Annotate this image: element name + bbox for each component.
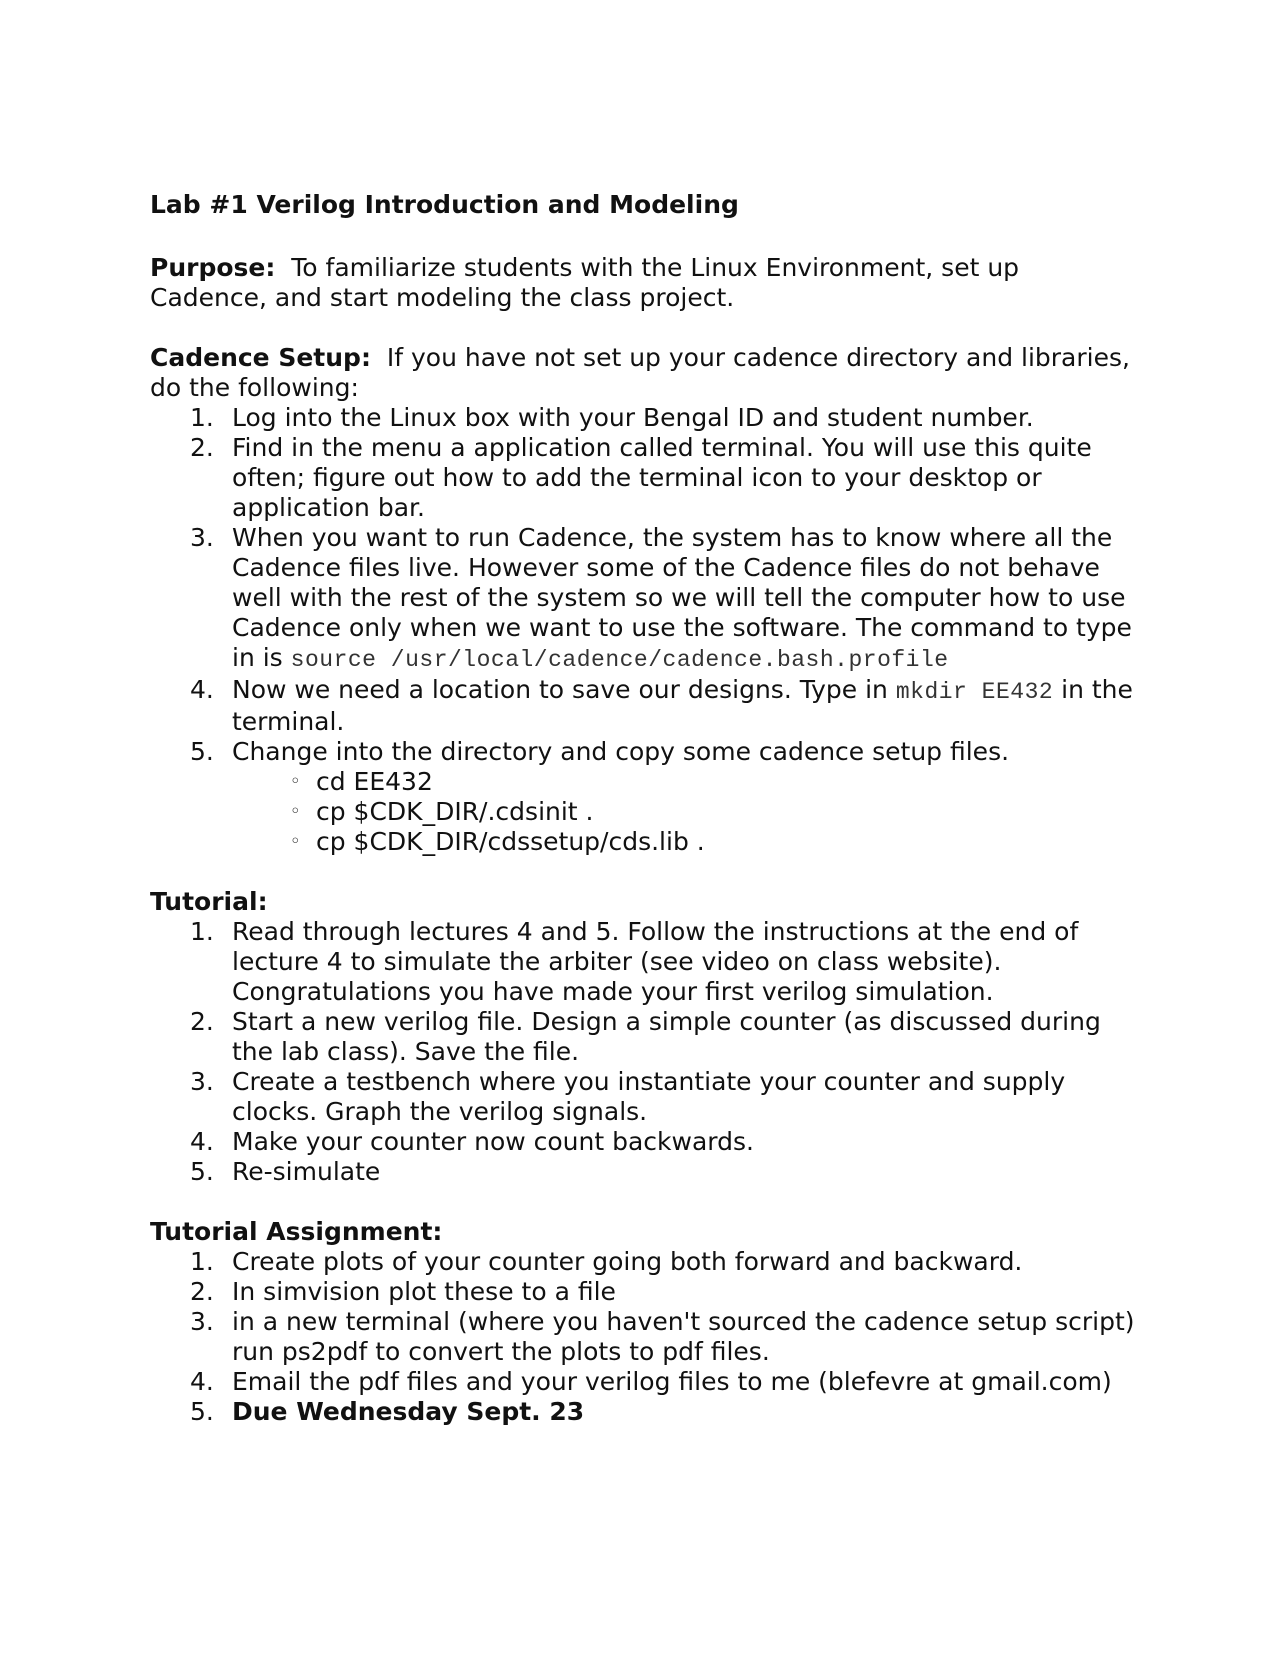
list-item: 3. in a new terminal (where you haven't sourced the cadence setup script) run ps2pdf to convert the plots to pdf files. (190, 1307, 1135, 1366)
list-item: 3. When you want to run Cadence, the system has to know where all the Cadence files live. However some of the Cadence files do not behave well with the rest of the system so we will tell the computer how to use Cadence only when we want to use the software. The command to type in is source /usr/local/cadence/cadence.bash.profile (190, 523, 1132, 673)
list-item: ◦ cp $CDK_DIR/.cdsinit . (290, 797, 594, 826)
list-item: 1. Create plots of your counter going both forward and backward. (190, 1247, 1023, 1276)
assignment-list (150, 1247, 1140, 1427)
setup-paragraph (150, 343, 1140, 403)
list-item: 5. Due Wednesday Sept. 23 (190, 1397, 585, 1426)
list-item: 2. Start a new verilog file. Design a simple counter (as discussed during the lab class). Save the file. (190, 1007, 1101, 1066)
list-item: ◦ cd EE432 (290, 767, 433, 796)
bullet-icon: ◦ (290, 831, 301, 852)
setup-label: Cadence Setup: (150, 343, 371, 372)
purpose-paragraph (150, 253, 1140, 313)
list-item: 1. Log into the Linux box with your Bengal ID and student number. (190, 403, 1034, 432)
setup-commands-list (150, 767, 1140, 857)
setup-list (150, 403, 1140, 767)
tutorial-heading: Tutorial: (150, 887, 268, 916)
list-item: 3. Create a testbench where you instantiate your counter and supply clocks. Graph the verilog signals. (190, 1067, 1066, 1126)
list-item: 2. In simvision plot these to a file (190, 1277, 616, 1306)
assignment-heading: Tutorial Assignment: (150, 1217, 443, 1246)
document-title: Lab #1 Verilog Introduction and Modeling (150, 190, 739, 219)
list-item: 1. Read through lectures 4 and 5. Follow the instructions at the end of lecture 4 to simulate the arbiter (see video on class website). Congratulations you have made your first verilog simulation. (190, 917, 1079, 1006)
list-item: 4. Make your counter now count backwards. (190, 1127, 754, 1156)
list-item: 4. Email the pdf files and your verilog files to me (blefevre at gmail.com) (190, 1367, 1112, 1396)
bullet-icon: ◦ (290, 771, 301, 792)
due-date: Due Wednesday Sept. 23 (232, 1397, 585, 1426)
purpose-label: Purpose: (150, 253, 276, 282)
document-page (150, 190, 1140, 1427)
list-item: 4. Now we need a location to save our designs. Type in mkdir EE432 in the terminal. (190, 675, 1133, 736)
purpose-text: To familiarize students with the Linux Environment, set up Cadence, and start modeling the class project. (150, 253, 1020, 312)
mkdir-command: mkdir EE432 (895, 679, 1054, 705)
source-command: source /usr/local/cadence/cadence.bash.profile (290, 647, 949, 673)
setup-intro: If you have not set up your cadence directory and libraries, do the following: (150, 343, 1130, 402)
list-item: 5. Change into the directory and copy some cadence setup files. (190, 737, 1010, 766)
list-item: ◦ cp $CDK_DIR/cdssetup/cds.lib . (290, 827, 705, 856)
list-item: 2. Find in the menu a application called terminal. You will use this quite often; figure out how to add the terminal icon to your desktop or application bar. (190, 433, 1092, 522)
list-item: 5. Re-simulate (190, 1157, 381, 1186)
bullet-icon: ◦ (290, 801, 301, 822)
tutorial-list (150, 917, 1140, 1187)
